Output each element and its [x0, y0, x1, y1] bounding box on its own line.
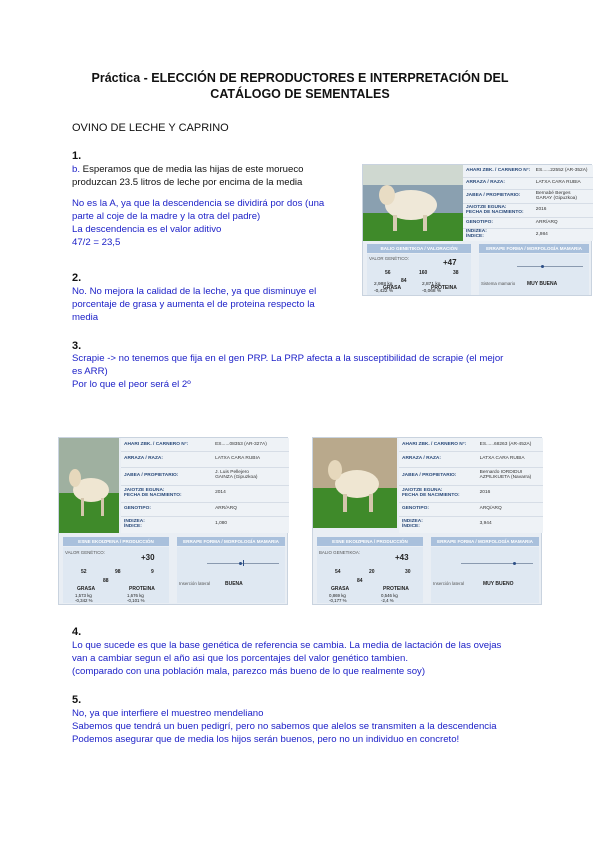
sire-info [399, 438, 543, 533]
info-value: LATXA CARA RUBIA [215, 456, 261, 461]
section-subtitle: OVINO DE LECHE Y CAPRINO [72, 122, 229, 134]
q4-line-3: (comparado con una población mala, parezco más bueno de lo que realmente soy) [72, 666, 426, 677]
info-value: ARR/ARQ [535, 220, 558, 225]
info-row [121, 516, 289, 533]
q1-line-4: parte al coje de la madre y la otra del padre) [72, 211, 261, 222]
stat-value: 160 [419, 270, 428, 276]
page-title [60, 70, 540, 102]
info-value: LATXA CARA RUBIA [535, 180, 581, 185]
morph-label: Inserción lateral [179, 581, 210, 586]
fat-pct: -0,342 % [75, 598, 93, 603]
info-label: GENOTIPO: [402, 506, 429, 511]
info-row [121, 502, 289, 517]
info-label: AHARI ZBK. / CARNERO N°: [124, 442, 189, 447]
info-value: Bernabé Berges GARAY (Gipuzkoa) [535, 191, 577, 201]
info-row [399, 467, 543, 486]
info-value: 2016 [535, 207, 547, 212]
info-label: JAIOTZE EGUNA: FECHA DE NACIMIENTO: [124, 488, 182, 498]
protein-pct: -2,4 % [381, 598, 394, 603]
q4-line-2: van a cambiar segun el año asi que los porcentajes del valor genético tambien. [72, 653, 408, 664]
repeatability-value: 84 [357, 578, 363, 584]
genetic-value: +47 [443, 258, 457, 267]
morphology-header: ERRAPE FORMA / MORFOLOGÍA MAMARIA [177, 537, 285, 546]
sire-card-3 [312, 437, 542, 605]
production-header: ESNE EKOIZPENA / PRODUCCIÓN [63, 537, 169, 546]
morph-marker-dot [239, 562, 242, 565]
info-row [121, 485, 289, 503]
stat-value: 98 [115, 569, 121, 575]
info-label: ARRAZA / RAZA: [466, 180, 505, 185]
sire-card-2 [58, 437, 288, 605]
info-label: ARRAZA / RAZA: [402, 456, 441, 461]
morph-scale [517, 266, 583, 267]
production-panel [63, 547, 169, 603]
q3-line-3: Por lo que el peor será el 2º [72, 379, 191, 390]
q5-line-2: Sabemos que tendrá un buen pedigrí, pero no sabemos que alelos se transmiten a la descendencia [72, 721, 497, 732]
genetic-value-label: VALOR GENÉTICO: [369, 256, 409, 261]
protein-label: PROTEINA [383, 586, 409, 592]
title-line-1: Práctica - ELECCIÓN DE REPRODUCTORES E INTERPRETACIÓN DEL [91, 71, 509, 85]
info-value: ARR/ARQ [215, 506, 237, 511]
info-label: JABEA / PROPIETARIO: [402, 473, 457, 478]
info-value: 1,080 [215, 521, 228, 526]
morphology-panel [479, 254, 589, 295]
ram-photo [313, 438, 397, 528]
morph-scale [461, 563, 533, 564]
info-label: GENOTIPO: [124, 506, 151, 511]
protein-pct: -0,101 % [127, 598, 145, 603]
repeatability-value: 88 [103, 578, 109, 584]
info-value: LATXA CARA RUBIA [479, 456, 525, 461]
q2-answer [72, 285, 362, 324]
genetic-value: +30 [141, 553, 155, 562]
stat-value: 38 [453, 270, 459, 276]
morph-value: BUENA [225, 581, 243, 587]
title-line-2: CATÁLOGO DE SEMENTALES [210, 87, 390, 101]
info-label: JABEA / PROPIETARIO: [466, 193, 521, 198]
info-value: 2,984 [535, 232, 548, 237]
q2-line-3: media [72, 312, 99, 323]
protein-kg: 1,676 kg [127, 593, 144, 598]
info-label: JAIOTZE EGUNA: FECHA DE NACIMIENTO: [402, 488, 460, 498]
q3-line-2: es ARR) [72, 366, 108, 377]
info-value: J. Luis Pellejero GAINZA (Gipuzkoa) [215, 470, 258, 480]
fat-label: GRASA [77, 586, 96, 592]
sire-info [121, 438, 289, 533]
stat-value: 20 [369, 569, 375, 575]
q4-answer [72, 639, 542, 678]
morph-marker [513, 562, 516, 565]
morphology-panel [431, 547, 539, 603]
q5-line-3: Podemos asegurar que de media los hijos serán buenos, pero no un individuo en concreto! [72, 734, 460, 745]
info-label: JABEA / PROPIETARIO: [124, 473, 179, 478]
info-value: 2016 [479, 490, 491, 495]
morph-marker [541, 265, 544, 268]
q3-line-1: Scrapie -> no tenemos que fija en el gen PRP. La PRP afecta a la susceptibilidad de scrapie (el mejor [72, 353, 504, 364]
info-row [399, 451, 543, 468]
info-label: ARRAZA / RAZA: [124, 456, 163, 461]
protein-kg: 2,871 kg [422, 282, 441, 287]
q5-number: 5. [72, 694, 82, 706]
info-row [463, 203, 593, 218]
stat-value: 56 [385, 270, 391, 276]
protein-label: PROTEINA [431, 285, 457, 291]
sire-info [463, 165, 593, 241]
stat-value: 9 [151, 569, 154, 575]
protein-kg: 0,546 kg [381, 593, 398, 598]
q1-line-2: produzcan 23.5 litros de leche por encima de la media [72, 177, 303, 188]
production-panel [317, 547, 423, 603]
q4-number: 4. [72, 626, 82, 638]
q1-line-6: 47/2 = 23,5 [72, 237, 121, 248]
q3-answer [72, 352, 542, 391]
q5-line-1: No, ya que interfiere el muestreo mendeliano [72, 708, 264, 719]
morph-value: MUY BUENO [483, 581, 514, 587]
morphology-header: ERRAPE FORMA / MORFOLOGÍA MAMARIA [431, 537, 539, 546]
info-value: 2014 [215, 490, 226, 495]
protein-pct: -0,068 % [422, 289, 442, 294]
fat-kg: 0,869 kg [329, 593, 346, 598]
genetic-value: +43 [395, 553, 409, 562]
ram-photo [59, 438, 119, 533]
morph-value: MUY BUENA [527, 281, 558, 287]
fat-kg: 2,988 kg [374, 282, 393, 287]
info-label: GENOTIPO: [466, 220, 493, 225]
info-value: ES......68263 (AR-452A) [479, 442, 532, 447]
info-label: AHARI ZBK. / CARNERO N°: [402, 442, 467, 447]
fat-kg: 1,573 kg [75, 593, 92, 598]
stat-value: 54 [335, 569, 341, 575]
q1-option: b. [72, 164, 81, 175]
genetic-value-label: VALOR GENÉTICO: [65, 550, 105, 555]
sire-card-1 [362, 164, 592, 296]
ram-photo [363, 165, 463, 241]
info-row [121, 438, 289, 452]
q2-line-1: No. No mejora la calidad de la leche, ya que disminuye el [72, 286, 317, 297]
info-row [399, 438, 543, 452]
q3-number: 3. [72, 340, 82, 352]
info-label: JAIOTZE EGUNA: FECHA DE NACIMIENTO: [466, 205, 524, 215]
fat-pct: -0,177 % [329, 598, 347, 603]
morphology-panel [177, 547, 285, 603]
production-header: ESNE EKOIZPENA / PRODUCCIÓN [317, 537, 423, 546]
info-label: INDIZEA: ÍNDICE: [402, 519, 423, 529]
info-row [399, 485, 543, 503]
morph-label: Sistema mamario [481, 281, 516, 286]
genetic-value-label: BALIO GENETIKOA: [319, 550, 360, 555]
info-value: Bernardo IORDIDUI AZPILIKUETA (Navarra) [479, 470, 532, 480]
stat-value: 30 [405, 569, 411, 575]
q5-answer [72, 707, 542, 746]
info-row [463, 189, 593, 204]
stat-value: 52 [81, 569, 87, 575]
q2-number: 2. [72, 272, 82, 284]
morphology-header: ERRAPE FORMA / MORFOLOGÍA MAMARIA [479, 244, 589, 253]
info-label: INDIZEA: ÍNDICE: [124, 519, 145, 529]
info-row [399, 502, 543, 517]
morph-marker [243, 560, 244, 566]
info-label: INDIZEA: ÍNDICE: [466, 229, 487, 239]
production-header: BALIO GENETIKOA / VALORACIÓN [367, 244, 471, 253]
info-row [399, 516, 543, 533]
fat-pct: -0,422 % [374, 289, 394, 294]
info-row [121, 451, 289, 468]
info-value: ES......22552 (AR-352A) [535, 168, 588, 173]
fat-label: GRASA [383, 285, 402, 291]
info-value: ARQ/ARQ [479, 506, 502, 511]
q2-line-2: porcentaje de grasa y aumenta el de proteina respecto la [72, 299, 315, 310]
info-value: ES......08353 (AR-327A) [215, 442, 267, 447]
q1-number: 1. [72, 150, 82, 162]
morph-label: Inserción lateral [433, 581, 464, 586]
q1-line-1: Esperamos que de media las hijas de este morueco [80, 164, 304, 175]
repeatability-value: 84 [401, 278, 407, 284]
q1-line-3: No es la A, ya que la descendencia se dividirá por dos (una [72, 198, 325, 209]
info-row [463, 228, 593, 241]
info-row [121, 467, 289, 486]
info-label: AHARI ZBK. / CARNERO N°: [466, 168, 531, 173]
q1-line-5: La descendencia es el valor aditivo [72, 224, 222, 235]
info-value: 3,944 [479, 521, 492, 526]
protein-label: PROTEINA [129, 586, 155, 592]
fat-label: GRASA [331, 586, 350, 592]
q1-answer [72, 163, 362, 249]
q4-line-1: Lo que sucede es que la base genética de referencia se cambia. La media de lactación de las ovejas [72, 640, 502, 651]
